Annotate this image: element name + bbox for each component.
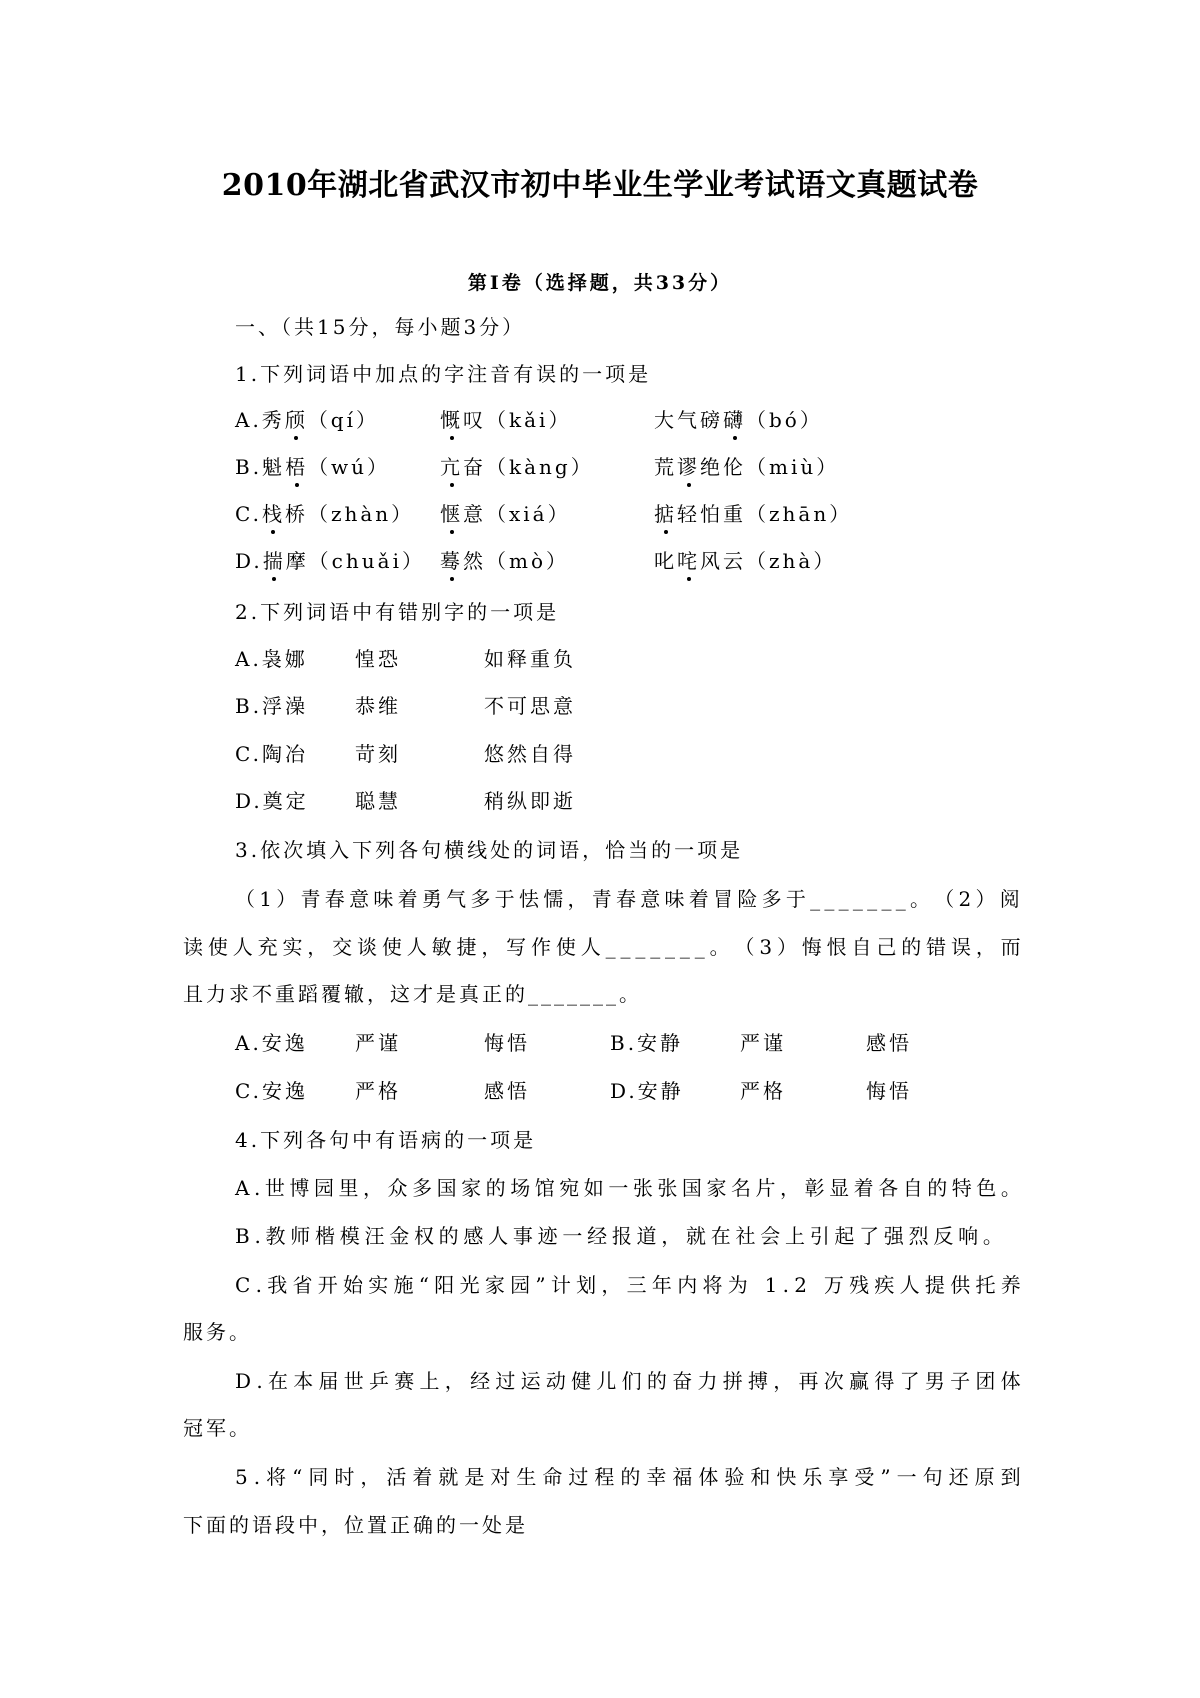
- emphasis-dot-char: 咤: [677, 549, 700, 573]
- q3-option-c-word1: C.安逸: [235, 1079, 308, 1103]
- q1-option-a-word2: 慨叹（kǎi）: [440, 408, 572, 432]
- q3-option-b-word1: B.安静: [610, 1031, 684, 1055]
- q4-option-c-line-2: 服务。: [183, 1320, 252, 1344]
- q4-option-d-line-2: 冠军。: [183, 1416, 252, 1440]
- q2-option-b-word2: 恭维: [355, 694, 401, 718]
- q3-option-b-word3: 感悟: [866, 1031, 912, 1055]
- q3-option-a-word1: A.安逸: [235, 1031, 308, 1055]
- emphasis-dot-char: 掂: [654, 502, 677, 526]
- emphasis-dot-char: 栈: [261, 502, 285, 526]
- q4-option-d-line-1: D . 在 本 届 世 乒 赛 上 ， 经 过 运 动 健 儿 们 的 奋 力 拼 搏 ， 再 次 赢 得 了 男 子 团 体: [235, 1369, 1021, 1393]
- q1-option-b-word1: B.魁梧（wú）: [235, 455, 391, 479]
- q2-option-b-word1: B.浮澡: [235, 694, 309, 718]
- emphasis-dot-char: 颀: [284, 408, 308, 432]
- q1-option-d-word3: 叱咤风云（zhà）: [654, 549, 837, 573]
- emphasis-dot-char: 谬: [677, 455, 700, 479]
- q5-stem-line-1: 5 . 将 “ 同 时 ， 活 着 就 是 对 生 命 过 程 的 幸 福 体 验 和 快 乐 享 受 ” 一 句 还 原 到: [235, 1465, 1021, 1489]
- q4-option-b: B . 教 师 楷 模 汪 金 权 的 感 人 事 迹 一 经 报 道 ， 就 在 社 会 上 引 起 了 强 烈 反 响 。: [235, 1224, 1003, 1248]
- q4-option-c-line-1: C . 我 省 开 始 实 施 “ 阳 光 家 园 ” 计 划 ， 三 年 内 将 为 1 . 2 万 残 疾 人 提 供 托 养: [235, 1273, 1021, 1297]
- q2-option-a-word3: 如释重负: [484, 647, 576, 671]
- q3-stem: 3.依次填入下列各句横线处的词语，恰当的一项是: [235, 838, 744, 862]
- q3-option-d-word1: D.安静: [610, 1079, 684, 1103]
- section-title: 第Ⅰ卷（选择题，共33分）: [467, 272, 733, 294]
- emphasis-dot-char: 梧: [285, 455, 309, 479]
- q3-paragraph-line-3: 且力求不重蹈覆辙，这才是真正的_______。: [183, 982, 642, 1006]
- q2-option-d-word1: D.奠定: [235, 789, 309, 813]
- q3-option-c-word2: 严格: [355, 1079, 401, 1103]
- q2-option-a-word2: 惶恐: [355, 647, 401, 671]
- q3-paragraph-line-1: （ 1 ） 青 春 意 味 着 勇 气 多 于 怯 懦 ， 青 春 意 味 着 冒 险 多 于 _ _ _ _ _ _ _ 。 （ 2 ） 阅: [235, 887, 1020, 911]
- page-title: 2010年湖北省武汉市初中毕业生学业考试语文真题试卷: [221, 168, 979, 203]
- emphasis-dot-char: 亢: [440, 455, 463, 479]
- q4-option-a: A . 世 博 园 里 ， 众 多 国 家 的 场 馆 宛 如 一 张 张 国 家 名 片 ， 彰 显 着 各 自 的 特 色 。: [235, 1176, 1021, 1200]
- q3-option-a-word3: 悔悟: [484, 1031, 530, 1055]
- q1-option-c-word3: 掂轻怕重（zhān）: [654, 502, 853, 526]
- emphasis-dot-char: 揣: [262, 549, 286, 573]
- q1-option-d-word1: D.揣摩（chuǎi）: [235, 549, 425, 573]
- q2-option-d-word3: 稍纵即逝: [484, 789, 576, 813]
- q1-option-a-word1: A.秀颀（qí）: [235, 408, 380, 432]
- q1-option-c-word2: 惬意（xiá）: [440, 502, 571, 526]
- q2-option-a-word1: A.袅娜: [235, 647, 308, 671]
- q3-option-a-word2: 严谨: [355, 1031, 401, 1055]
- q3-option-c-word3: 感悟: [484, 1079, 530, 1103]
- q3-paragraph-line-2: 读 使 人 充 实 ， 交 谈 使 人 敏 捷 ， 写 作 使 人 _ _ _ _ _ _ _ 。 （ 3 ） 悔 恨 自 己 的 错 误 ， 而: [183, 935, 1021, 959]
- q1-option-d-word2: 蓦然（mò）: [440, 549, 570, 573]
- part1-header: 一、（共15分，每小题3分）: [235, 315, 526, 339]
- emphasis-dot-char: 慨: [440, 408, 463, 432]
- q5-stem-line-2: 下面的语段中，位置正确的一处是: [183, 1513, 528, 1537]
- q2-option-d-word2: 聪慧: [355, 789, 401, 813]
- q2-option-c-word2: 苛刻: [355, 742, 401, 766]
- q4-stem: 4.下列各句中有语病的一项是: [235, 1128, 537, 1152]
- emphasis-dot-char: 惬: [440, 502, 463, 526]
- q1-option-a-word3: 大气磅礴（bó）: [654, 408, 823, 432]
- emphasis-dot-char: 礴: [723, 408, 746, 432]
- q2-option-c-word1: C.陶冶: [235, 742, 308, 766]
- emphasis-dot-char: 蓦: [440, 549, 463, 573]
- q1-stem: 1.下列词语中加点的字注音有误的一项是: [235, 362, 652, 386]
- q1-option-c-word1: C.栈桥（zhàn）: [235, 502, 415, 526]
- q1-option-b-word3: 荒谬绝伦（miù）: [654, 455, 840, 479]
- q2-option-b-word3: 不可思意: [484, 694, 576, 718]
- q3-option-b-word2: 严谨: [740, 1031, 786, 1055]
- q3-option-d-word3: 悔悟: [866, 1079, 912, 1103]
- q2-stem: 2.下列词语中有错别字的一项是: [235, 600, 560, 624]
- q2-option-c-word3: 悠然自得: [484, 742, 576, 766]
- q1-option-b-word2: 亢奋（kàng）: [440, 455, 594, 479]
- q3-option-d-word2: 严格: [740, 1079, 786, 1103]
